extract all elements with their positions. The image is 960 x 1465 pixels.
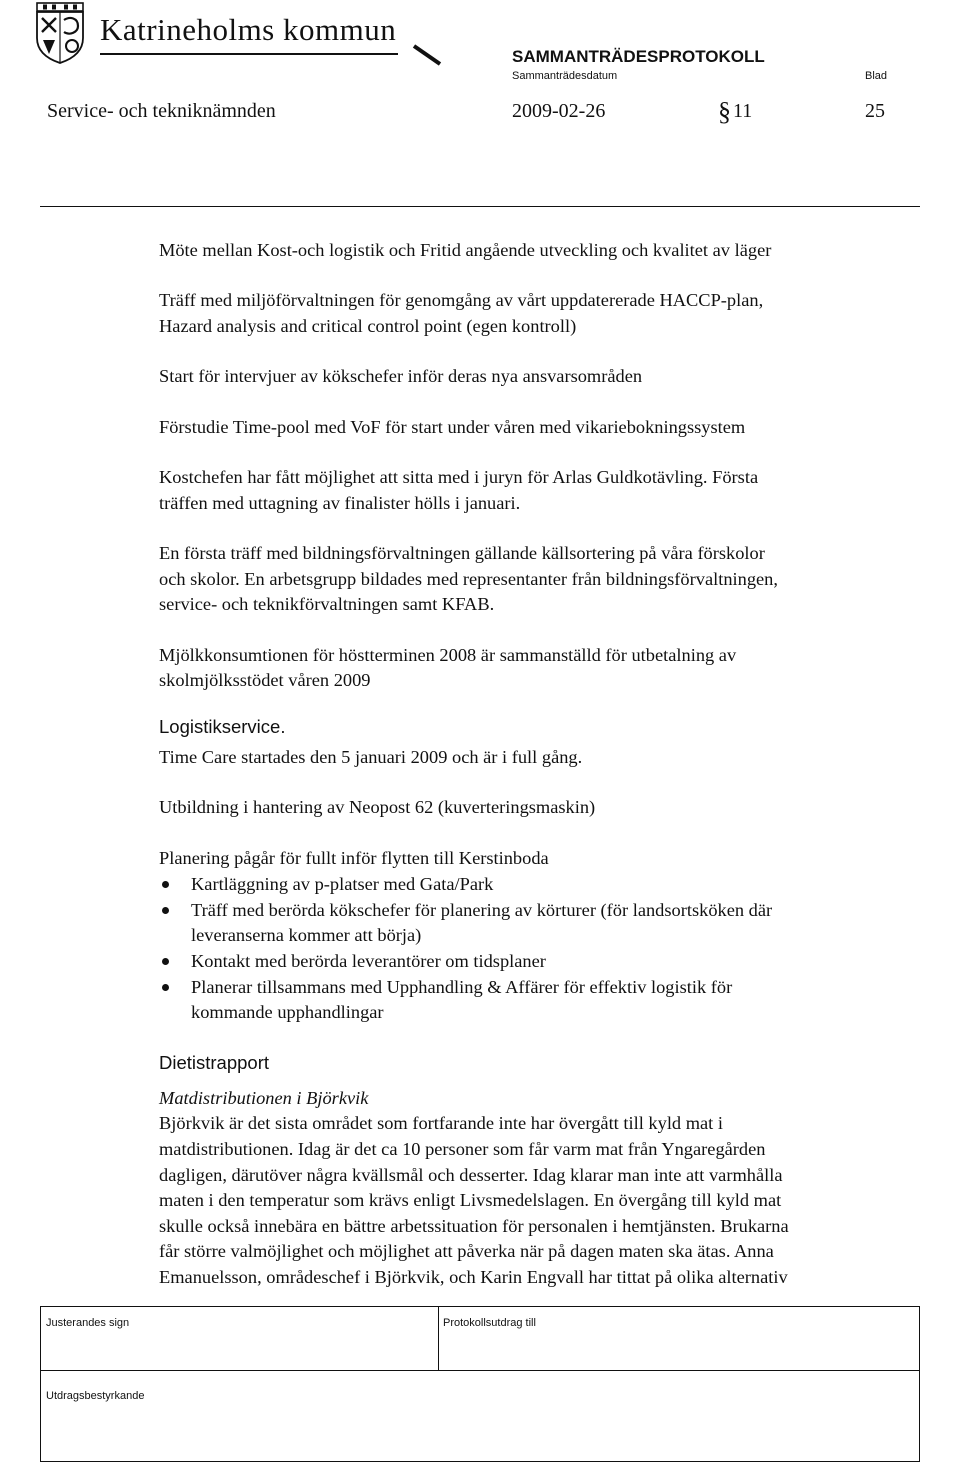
page-label: Blad [865, 70, 888, 82]
logo-underline [98, 44, 443, 66]
bullet-list [159, 872, 919, 1026]
protokollsutdrag-label: Protokollsutdrag till [443, 1317, 536, 1329]
paragraph: Start för intervjuer av kökschefer inför deras nya ansvarsområden [159, 366, 643, 387]
paragraph: Björkvik är det sista området som fortfarande inte har övergått till kyld mat i matdistributionen. Idag är det ca 10 personer som får varm mat från Yngaregården dagligen, därutöver några kvällsmål och desserter. Idag klarar man inte att varmhålla maten i den temperatur som krävs enligt Livsmedelslagen. En övergång till kyld mat skulle också innebära en bättre arbetssituation för personalen i hemtjänsten. Brukarna får större valmöjlighet och möjlighet att påverka när på dagen maten ska ätas. Anna Emanuelsson, områdeschef i Björkvik, och Karin Engvall har tittat på olika alternativ [159, 1113, 789, 1287]
subheading: Matdistributionen i Björkvik [159, 1087, 369, 1108]
footer-divider [40, 1370, 920, 1371]
bullet-icon [162, 881, 169, 888]
list-item: Planerar tillsammans med Upphandling & Affärer för effektiv logistik för kommande upphandlingar [159, 975, 919, 1026]
meeting-date: 2009-02-26 [512, 100, 606, 122]
paragraph: Förstudie Time-pool med VoF för start under våren med vikariebokningssystem [159, 416, 746, 437]
section-heading-dietist: Dietistrapport [159, 1051, 270, 1073]
paragraph: Planering pågår för fullt inför flytten till Kerstinboda [159, 847, 549, 868]
date-label: Sammanträdesdatum [512, 70, 618, 82]
footer-column-divider [438, 1306, 439, 1370]
committee-name: Service- och tekniknämnden [47, 100, 276, 122]
paragraph: Utbildning i hantering av Neopost 62 (kuverteringsmaskin) [159, 797, 596, 818]
page-number: 25 [865, 100, 885, 122]
municipal-crest-icon [34, 2, 86, 64]
bullet-icon [162, 907, 169, 914]
justerandes-sign-label: Justerandes sign [46, 1317, 130, 1329]
protocol-body [159, 238, 919, 1291]
paragraph: Träff med miljöförvaltningen för genomgång av vårt uppdatererade HACCP-plan, Hazard analysis and critical control point (egen kontroll) [159, 290, 764, 336]
list-item: Träff med berörda kökschefer för planering av körturer (för landsortsköken där leveranserna kommer att börja) [159, 898, 919, 949]
section-heading-logistik: Logistikservice. [159, 715, 286, 737]
signature-box [40, 1306, 920, 1462]
document-type: SAMMANTRÄDESPROTOKOLL [512, 47, 765, 66]
paragraph: En första träff med bildningsförvaltningen gällande källsortering på våra förskolor och skolor. En arbetsgrupp bildades med representanter från bildningsförvaltningen, service- och teknikförvaltningen samt KFAB. [159, 543, 778, 615]
bullet-icon [162, 984, 169, 991]
paragraph: Kostchefen har fått möjlighet att sitta med i juryn för Arlas Guldkotävling. Första träffen med uttagning av finalister hölls i januari. [159, 467, 759, 513]
organization-name: Katrineholms kommun [100, 12, 397, 47]
list-item: Kartläggning av p-platser med Gata/Park [159, 872, 919, 898]
paragraph: Mjölkkonsumtionen för höstterminen 2008 är sammanställd för utbetalning av skolmjölksstödet våren 2009 [159, 644, 737, 691]
paragraph: Möte mellan Kost-och logistik och Fritid angående utveckling och kvalitet av läger [159, 240, 772, 260]
list-item: Kontakt med berörda leverantörer om tidsplaner [159, 949, 919, 975]
utdragsbestyrkande-label: Utdragsbestyrkande [46, 1390, 145, 1402]
paragraph: Time Care startades den 5 januari 2009 och är i full gång. [159, 746, 583, 767]
bullet-icon [162, 958, 169, 965]
section-number: 11 [733, 100, 753, 122]
header-divider [40, 206, 920, 207]
section-sign: § [718, 97, 731, 126]
